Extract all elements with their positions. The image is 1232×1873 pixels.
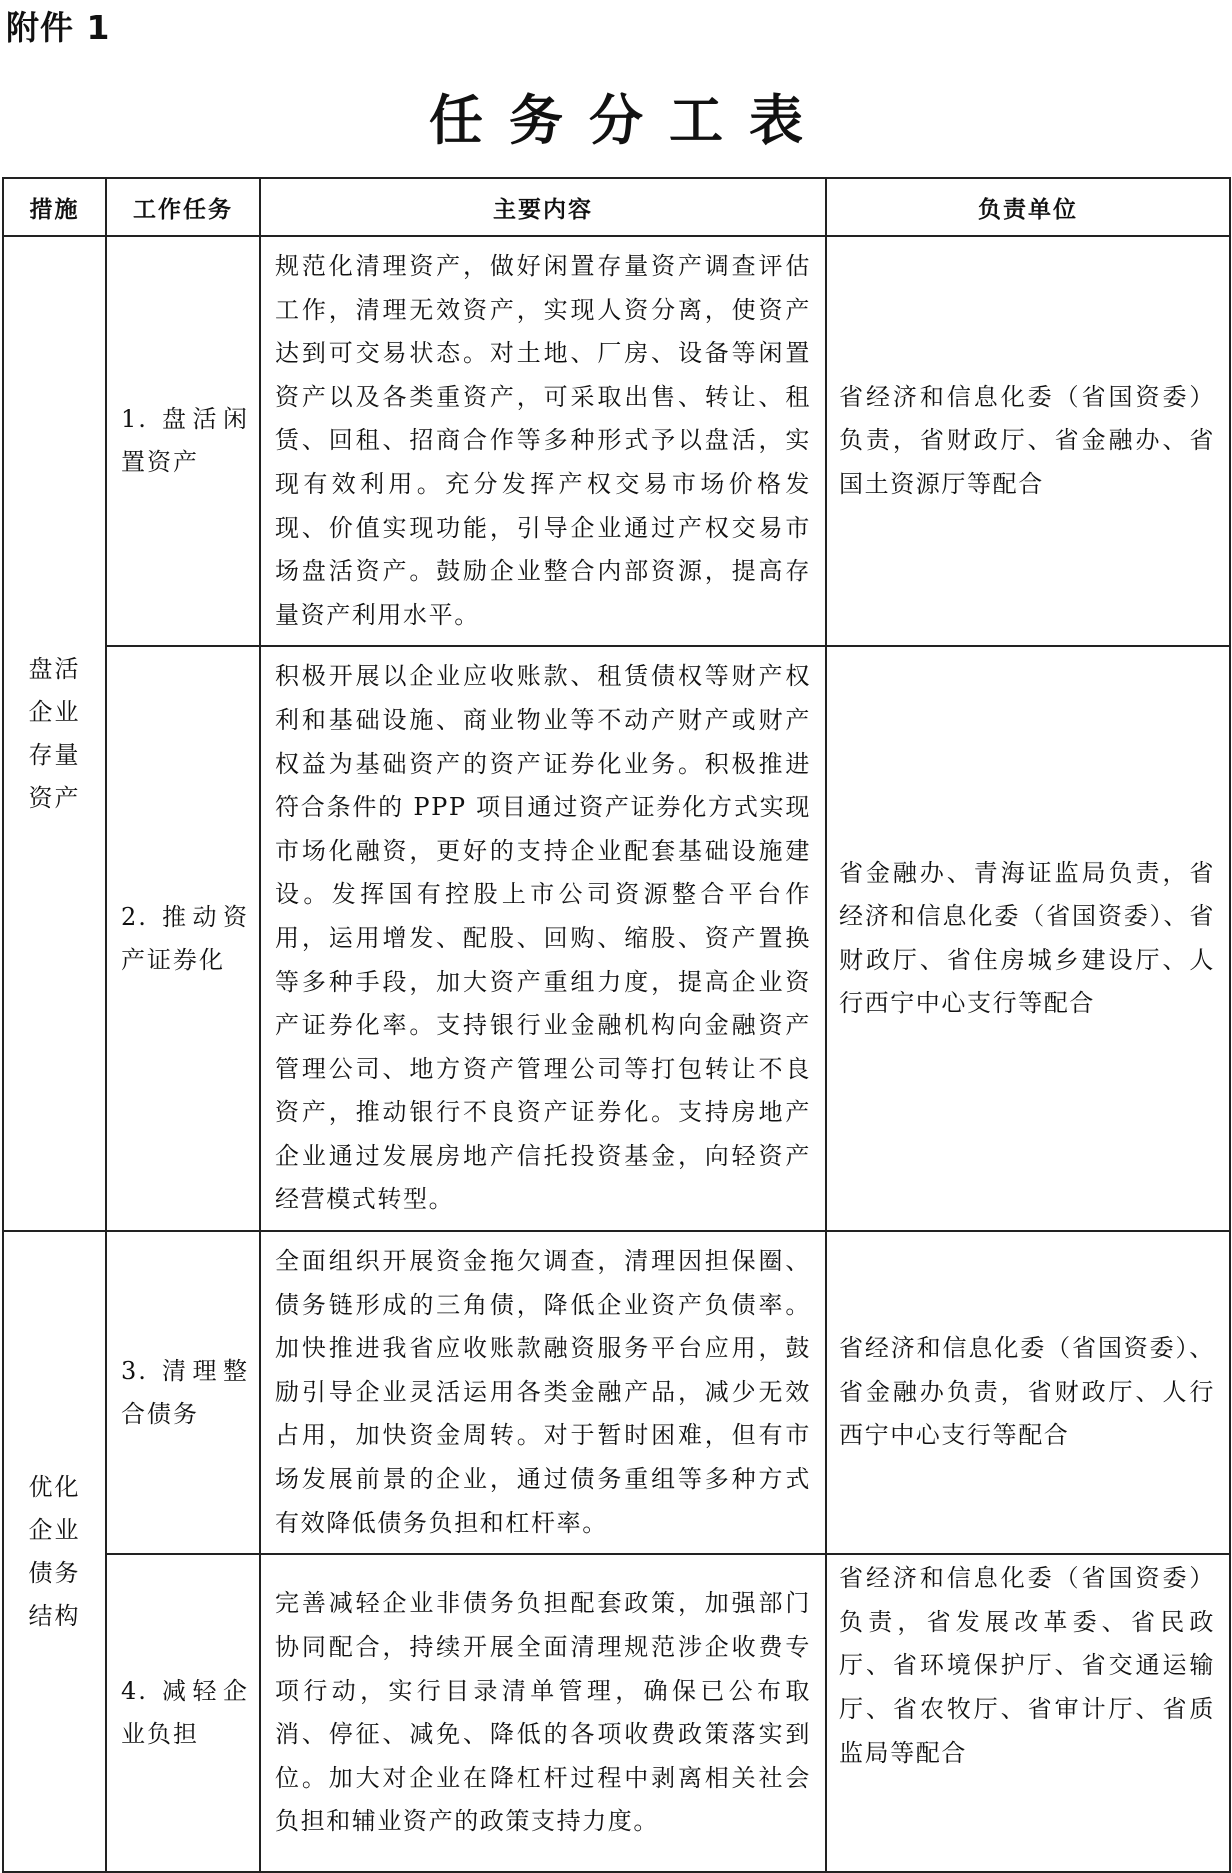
- task-cell: 3. 清理整合债务: [106, 1231, 260, 1554]
- header-measure: 措施: [3, 178, 106, 236]
- content-cell: 完善减轻企业非债务负担配套政策，加强部门协同配合，持续开展全面清理规范涉企收费专项行动，实行目录清单管理，确保已公布取消、停征、减免、降低的各项收费政策落实到位。加大对企业在降杠杆过程中剥离相关社会负担和辅业资产的政策支持力度。: [260, 1554, 826, 1872]
- attachment-label: 附件 1: [6, 8, 111, 47]
- task-cell: 2. 推动资产证券化: [106, 646, 260, 1231]
- unit-cell: 省金融办、青海证监局负责，省经济和信息化委（省国资委）、省财政厅、省住房城乡建设厅、人行西宁中心支行等配合: [826, 646, 1230, 1231]
- measure-line: 债务: [28, 1558, 81, 1587]
- header-content: 主要内容: [260, 178, 826, 236]
- measure-line: 结构: [28, 1601, 81, 1630]
- unit-cell: 省经济和信息化委（省国资委）负责，省发展改革委、省民政厅、省环境保护厅、省交通运输厅、省农牧厅、省审计厅、省质监局等配合: [826, 1554, 1230, 1872]
- table-row: [3, 1231, 1230, 1554]
- task-cell: 4. 减轻企业负担: [106, 1554, 260, 1872]
- measure-cell: [3, 236, 106, 1231]
- task-cell: 1. 盘活闲置资产: [106, 236, 260, 646]
- measure-line: 优化: [28, 1472, 81, 1501]
- content-cell: 全面组织开展资金拖欠调查，清理因担保圈、债务链形成的三角债，降低企业资产负债率。加快推进我省应收账款融资服务平台应用，鼓励引导企业灵活运用各类金融产品，减少无效占用，加快资金周转。对于暂时困难，但有市场发展前景的企业，通过债务重组等多种方式有效降低债务负担和杠杆率。: [260, 1231, 826, 1554]
- measure-line: 存量: [28, 740, 81, 769]
- measure-line: 企业: [28, 1515, 81, 1544]
- table-header-row: [3, 178, 1230, 236]
- measure-line: 资产: [28, 783, 81, 812]
- measure-line: 盘活: [28, 654, 81, 683]
- table-row: [3, 646, 1230, 1231]
- measure-cell: [3, 1231, 106, 1872]
- table-row: [3, 1554, 1230, 1872]
- task-division-table: [2, 177, 1231, 1873]
- unit-cell: 省经济和信息化委（省国资委）负责，省财政厅、省金融办、省国土资源厅等配合: [826, 236, 1230, 646]
- content-cell: 积极开展以企业应收账款、租赁债权等财产权利和基础设施、商业物业等不动产财产或财产权益为基础资产的资产证券化业务。积极推进符合条件的 PPP 项目通过资产证券化方式实现市场化融资，更好的支持企业配套基础设施建设。发挥国有控股上市公司资源整合平台作用，运用增发、配股、回购、缩股、资产置换等多种手段，加大资产重组力度，提高企业资产证券化率。支持银行业金融机构向金融资产管理公司、地方资产管理公司等打包转让不良资产，推动银行不良资产证券化。支持房地产企业通过发展房地产信托投资基金，向轻资产经营模式转型。: [260, 646, 826, 1231]
- unit-cell: 省经济和信息化委（省国资委）、省金融办负责，省财政厅、人行西宁中心支行等配合: [826, 1231, 1230, 1554]
- content-cell: 规范化清理资产，做好闲置存量资产调查评估工作，清理无效资产，实现人资分离，使资产达到可交易状态。对土地、厂房、设备等闲置资产以及各类重资产，可采取出售、转让、租赁、回租、招商合作等多种形式予以盘活，实现有效利用。充分发挥产权交易市场价格发现、价值实现功能，引导企业通过产权交易市场盘活资产。鼓励企业整合内部资源，提高存量资产利用水平。: [260, 236, 826, 646]
- page-title: 任务分工表: [429, 89, 829, 152]
- table-row: [3, 236, 1230, 646]
- measure-line: 企业: [28, 697, 81, 726]
- header-unit: 负责单位: [826, 178, 1230, 236]
- header-task: 工作任务: [106, 178, 260, 236]
